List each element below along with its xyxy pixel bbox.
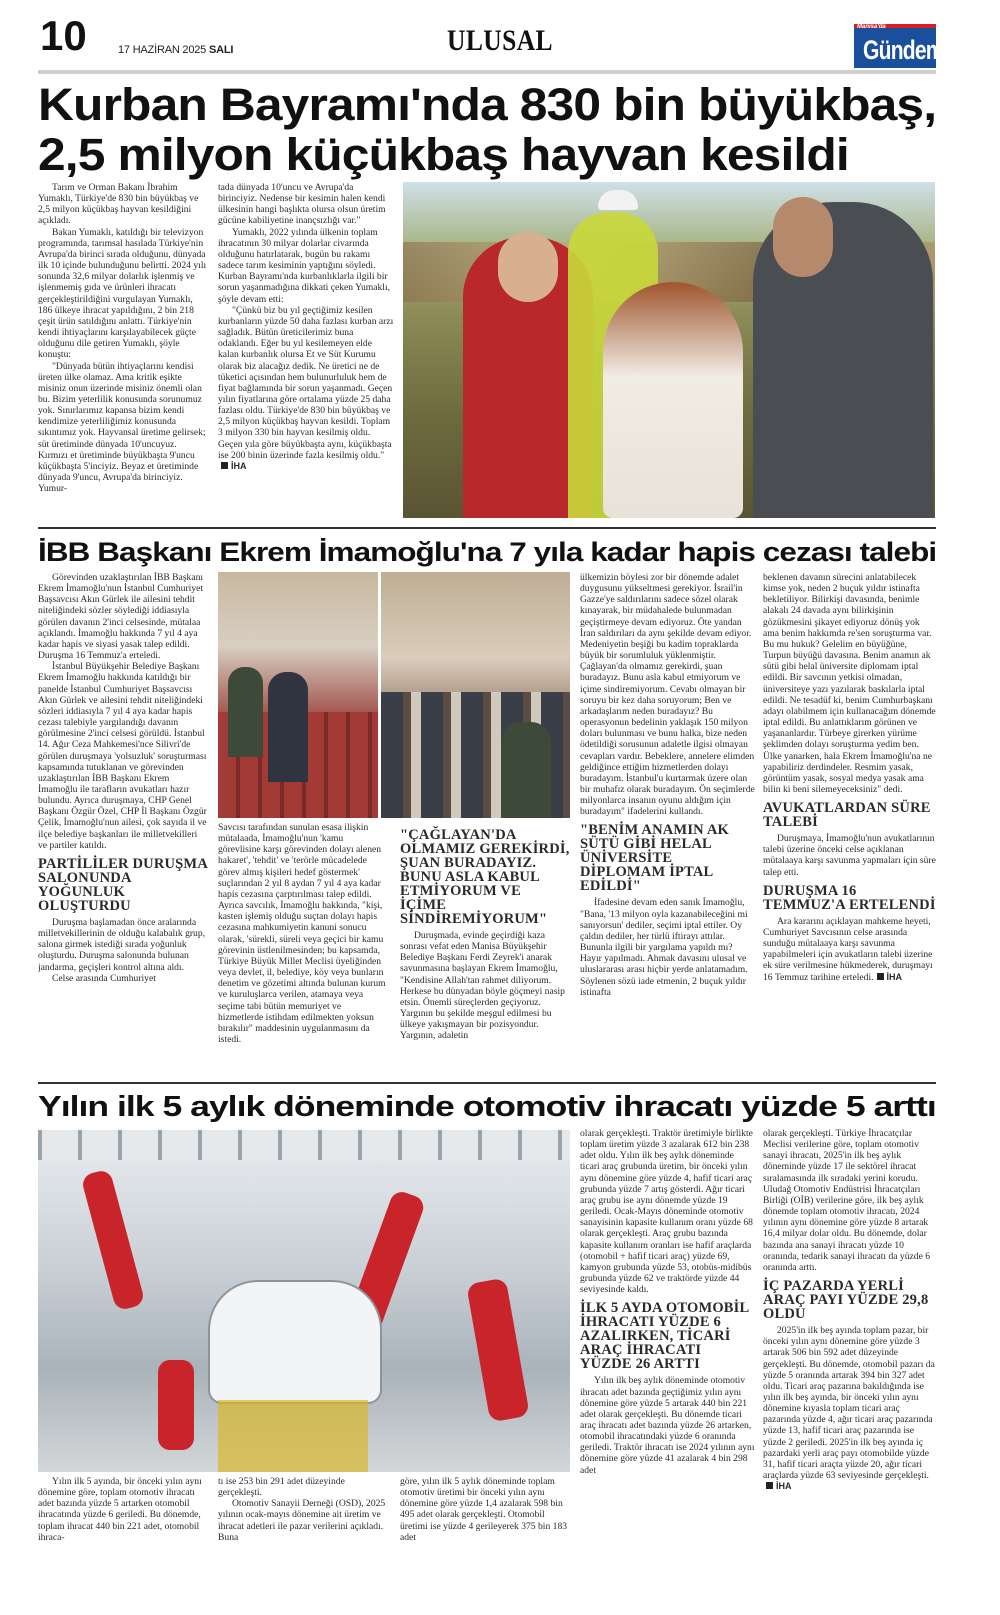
paragraph-text: Yılın ilk beş aylık döneminde otomotiv ihracatı adet bazında geçtiğimiz yılın aynı dönemine göre yüzde 5 artarak 440 bin 221 adet olarak gerçekleşti. Bu dönemde ticari araç ihracatı adet bazında yüzde 26 artarken, otomobil ihracatındaki yüzde 6 oranında geriledi. Traktör ihracatı ise 2024 yılının aynı dönemine göre yüzde 41 azalarak 4 bin 298 adet	[580, 1375, 755, 1476]
paragraph-text: Yumaklı, 2022 yılında ülkenin toplam ihracatının 30 milyar dolarlar civarında olduğunu hatırlatarak, bugün bu rakamı sadece tarım kesiminin yaptığını söyledi. Kurban Bayramı'nda kurbanlıklarla ilgili bir sorun yaşanmadığına dikkati çeken Yumaklı, şöyle devam etti:	[218, 226, 391, 305]
paragraph-text: Savcısı tarafından sunulan esasa ilişkin mütalaada, İmamoğlu'nun 'kamu görevlisine karşı görevinden dolayı alenen hakaret', 'tehdit' ve 'terörle mücadelede görev almış kişileri hedef göstermek' suçlarından 2 yıl 8 aydan 7 yıl 4 aya kadar hapis cezasına çarptırılması talep edildi. Ayrıca savcılık, İmamoğlu hakkında, "kişi, kasten işlemiş olduğu suçtan dolayı hapis cezasına mahkumiyetin kanuni sonucu olarak, 'sürekli, süreli veya geçici bir kamu görevinin üstlenilmesinden; bu kapsamda, Türkiye Büyük Millet Meclisi üyeliğinden veya devlet, il, belediye, köy veya bunların denetim ve gözetimi altında bulunan kurum ve kuruluşlarca verilen, atamaya veya seçime tabi bütün memuriyet ve hizmetlerde istihdam edilmekten yoksun bırakılır" maddesinin uygulanmasını da istedi.	[218, 822, 386, 1045]
article-1-column-2	[218, 182, 394, 522]
page-number: 10	[40, 12, 87, 59]
article-divider	[38, 527, 936, 529]
article-1-column-1	[38, 182, 208, 522]
paragraph	[218, 1498, 388, 1543]
paragraph	[218, 227, 394, 305]
logo-big-text: Gündem	[863, 35, 944, 65]
subheading: "ÇAĞLAYAN'DA OLMAMIZ GEREKİRDİ, ŞUAN BURADAYIZ. BUNU ASLA KABUL ETMİYORUM VE İÇİME SİNDİREMİYORUM"	[400, 827, 570, 927]
article-2-column-3	[400, 822, 570, 1077]
paragraph-text: İstanbul Büyükşehir Belediye Başkanı Ekrem İmamoğlu hakkında katıldığı bir panelde İstanbul Cumhuriyet Başsavcısı Akın Gürlek ve ailesini tehdit niteliğindeki sözleri iddiasıyla 7 yıl 4 aya kadar hapis cezası talebiyle yargılandığı davanın görülmesine 2'inci celsesi görüldü. İstanbul 14. Ağır Ceza Mahkemesi'nce Silivri'de görülen duruşmaya 'yolsuzluk' soruşturması kapsamında tutuklanan ve görevinden uzaklaştırılan İBB Başkanı Ekrem İmamoğlu ile tarafların avukatları hazır bulundu. Ayrıca duruşmaya, CHP Genel Başkanı Özgür Özel, CHP İl Başkanı Özgür Çelik, İmamoğlu'nun ailesi, çok sayıda il ve ilçe belediye başkanları ile milletvekilleri ve partiler katıldı.	[38, 661, 207, 851]
article-2-column-4	[580, 572, 756, 1077]
article-3-column-1	[38, 1476, 208, 1554]
article-1-headline	[38, 80, 936, 180]
newspaper-logo	[854, 24, 944, 68]
paragraph	[763, 1128, 936, 1273]
courtroom-photo-imamoglu-seated	[218, 572, 378, 818]
automotive-factory-robots-photo	[38, 1130, 570, 1472]
paragraph	[38, 361, 208, 495]
paragraph	[218, 305, 394, 472]
courtroom-photo-crowd	[381, 572, 570, 818]
paragraph	[763, 916, 936, 983]
subheading: İLK 5 AYDA OTOMOBİL İHRACATI YÜZDE 6 AZALIRKEN, TİCARİ ARAÇ İHRACATI YÜZDE 26 ARTTI	[580, 1300, 749, 1373]
paragraph	[400, 930, 570, 1042]
article-divider	[38, 1082, 936, 1084]
paragraph-text: İfadesine devam eden sanık İmamoğlu, "Bana, '13 milyon oyla kazanabileceğini mi sanıyorsun' dediler, seçimi iptal ettiler. Oy çaldın dediler, her türlü iftirayı attılar. Bununla ilgili bir yargılama yapıldı mı? Hayır yapılmadı. Ahmak davasını ulusal ve uluslararası arası hiçbir yerde anlatamadım. Söylenen sözü iade etmenin, 2 buçuk yıldır istinafta	[580, 897, 748, 998]
paragraph	[218, 822, 386, 1045]
article-2-headline: İBB Başkanı Ekrem İmamoğlu'na 7 yıla kadar hapis cezası talebi	[38, 537, 937, 567]
article-3-column-3	[400, 1476, 570, 1554]
day-text: SALI	[208, 44, 234, 56]
paragraph-text: olarak gerçekleşti. Traktör üretimiyle birlikte toplam üretim yüzde 3 azalarak 612 bin 238 adet oldu. Yılın ilk beş aylık döneminde ticari araç grubunda üretim, bir önceki yılın aynı dönemine göre yüzde 4, hafif ticari araç grubunda yüzde 7 artış gösterdi. Ağır ticari araç grubu ise aynı dönemde yüzde 19 geriledi. Ocak-Mayıs döneminde otomotiv sanayisinin kapasite kullanım oranı yüzde 68 olarak gerçekleşti. Araç grubu bazında kapasite kullanım oranları ise hafif araçlarda (otomobil + hafif ticari araç) yüzde 69, kamyon grubunda yüzde 53, otobüs-midibüs grubunda yüzde 62 ve traktörde yüzde 44 seviyesinde kaldı.	[580, 1128, 753, 1296]
section-title: ULUSAL	[446, 24, 553, 57]
paragraph-text: Duruşmaya, İmamoğlu'nun avukatlarının talebi üzerine önceki celse açıklanan mütalaaya karşı savunma yapmaları için süre talep etti.	[763, 833, 936, 878]
news-agency-credit: İHA	[874, 972, 903, 982]
subheading: AVUKATLARDAN SÜRE TALEBİ	[763, 800, 931, 831]
paragraph	[580, 572, 756, 817]
article-2-column-1	[38, 572, 208, 1077]
paragraph	[763, 1325, 936, 1492]
article-2-column-2	[218, 822, 386, 1077]
paragraph	[763, 572, 936, 795]
header-rule	[38, 70, 936, 74]
news-agency-credit: İHA	[763, 1481, 792, 1491]
paragraph-text: beklenen davanın sürecini anlatabilecek kimse yok, neden 2 buçuk yıldır istinafta bekletiliyor. Bilirkişi davasında, benimle alakalı 24 davada aynı bilirkişinin gözükmesini şikayet ediyoruz dönüş yok ama benim hakkımda re'sen soruşturma var. Bu mu hukuk? Gelelim en büyüğüne, Turpun büyüğü davasına. Benim anamın ak sütü gibi helal üniversite diplomam iptal edildi. Bir savcının yetkisi olmadan, üniversiteye yazı yazılarak baskılarla iptal edildi. Ne tesadüf ki, benim Cumhurbaşkanı adayı olabilmem için kullanacağım dönemde iptal edildi. Bu anlattıklarım görünen ve yaşananlardır. Türbeye girerken yürüme şeklimden dolayı soruşturma yedim ben. Ülke yanarken, hala Ekrem İmamoğlu'na ne yapabiliriz derdindeler. Resmim yasak, görüntüm yasak, sosyal medya yasak ama bilin ki beni silemeyeceksiniz" dedi.	[763, 572, 936, 795]
headline-line-2: 2,5 milyon küçükbaş hayvan kesildi	[38, 129, 849, 180]
article-3-headline: Yılın ilk 5 aylık döneminde otomotiv ihracatı yüzde 5 arttı	[38, 1091, 936, 1123]
logo-small-text: Manisa'da	[857, 24, 886, 30]
paragraph	[38, 917, 208, 973]
paragraph	[218, 1476, 388, 1498]
paragraph-text: Ara kararını açıklayan mahkeme heyeti, Cumhuriyet Savcısının celse arasında sunduğu mütalaaya karşı savunma yapabilmeleri için avukatların talebi üzerine ek süre verilmesine hükmederek, duruşmayı 16 Temmuz tarihine erteledi.	[763, 915, 933, 983]
paragraph	[38, 227, 208, 361]
article-3-column-5	[763, 1128, 936, 1554]
subheading: İÇ PAZARDA YERLİ ARAÇ PAYI YÜZDE 29,8 OLDU	[763, 1278, 929, 1323]
paragraph-text: "Dünyada bütün ihtiyaçlarını kendisi üreten ülke olamaz. Ama kritik eşikte misiniz onun üzerinde misiniz önemli olan bu. Bizim yeterlilik konusunda sorunumuz yok. Sınırlarımız kapansa bizim kendi kendimize yeterliliğimiz konusunda sıkıntımız yok. Hayvansal üretime gelirsek; süt üretiminde dünyada 10'uncuyuz. Kırmızı et üretiminde büyükbaşta 9'uncu küçükbaşta 5'inciyiz. Beyaz et üretiminde dünyada 9'uncu, Avrupa'da birinciyiz. Yumur-	[38, 360, 206, 495]
paragraph	[38, 1476, 208, 1543]
paragraph	[38, 182, 208, 227]
paragraph-text: ülkemizin böylesi zor bir dönemde adalet duygusunu yükseltmesi gerekiyor. İsrail'in Gazze'ye saldırılarını sadece sözel olarak kınayarak, bir müdahalede bulunmadan geçiştirmeye devam ediyoruz. Öte yandan İran saldırıları da aynı şekilde devam ediyor. Medeniyetin beşiği bu kadim topraklarda büyük bir sorumluluk yüklenmiştir. Çağlayan'da olmamız gerekirdi, şuan buradayız. Bunu asla kabul etmiyorum ve içime sindiremiyorum. Cevabı olmayan bir soruyu bir kez daha soruyorum; Ben ve arkadaşlarım neden buradayız? Bu operasyonun bedelinin yaklaşık 150 milyon doları bulunması ve bunu halka, bize neden ödetildiği sorusunun adaletle ilgisi olmayan cevapları vardır. Bebeklere, annelere elimden geldiğince ettiğim hizmetlerden dolayı buradayım. İstanbul'u kurtarmak üzere olan bir muhafız olarak buradayım. Ön seçimlerde milyonlarca insanın oyunu aldığım için buradayım" ifadelerini kullandı.	[580, 572, 755, 818]
paragraph	[400, 1476, 570, 1543]
subheading: PARTİLİLER DURUŞMA SALONUNDA YOĞUNLUK OLUŞTURDU	[38, 855, 208, 914]
paragraph	[38, 572, 208, 661]
paragraph	[38, 661, 208, 851]
paragraph-text: Otomotiv Sanayii Derneği (OSD), 2025 yılının ocak-mayıs dönemine ait üretim ve ihracat adetleri ile pazar verilerini açıkladı. Buna	[218, 1498, 386, 1543]
news-agency-credit: İHA	[218, 461, 247, 471]
paragraph	[580, 897, 756, 997]
paragraph	[763, 833, 936, 878]
minister-with-cattle-photo	[403, 182, 935, 518]
paragraph	[580, 1128, 756, 1295]
headline-line-1: Kurban Bayramı'nda 830 bin büyükbaş,	[38, 79, 937, 130]
article-3-column-4	[580, 1128, 756, 1554]
subheading: "BENİM ANAMIN AK SÜTÜ GİBİ HELAL ÜNİVERSİTE DİPLOMAM İPTAL EDİLDİ"	[580, 822, 730, 895]
paragraph-text: 2025'in ilk beş ayında toplam pazar, bir önceki yılın aynı dönemine göre yüzde 3 artarak 506 bin 592 adet düzeyinde gerçekleşti. Bu dönemde, otomobil pazarı da yüzde 5 oranında artarak 394 bin 327 adet oldu. Ticari araç pazarına bakıldığında ise yılın ilk beş ayında, bir önceki yılın aynı dönemine kıyasla toplam ticari araç pazarında yüzde 4, ağır ticari araç pazarında yüzde 13, hafif ticari araç pazarında ise yüzde 2 geriledi. 2025'in ilk beş ayında iç pazardaki yerli araç payı otomobilde yüzde 31, hafif ticari araçta yüzde 20, ağır ticari araçlarda yüzde 63 seviyesinde gerçekleşti.	[763, 1325, 935, 1482]
paragraph-text: Bakan Yumaklı, katıldığı bir televizyon programında, tarımsal hasılada Türkiye'nin Avrupa'da birinci sırada olduğunu, dünyada ilk 10 içinde bulunduğunu belirtti. 2024 yılı sonunda 32,6 milyar dolarlık işlenmiş ve işlenmemiş gıda ve ürünleri ihracatı gerçekleştirildiğini vurgulayan Yumaklı, 186 ülkeye ihracat yapıldığını, 2 bin 218 çeşit ürün satıldığını anlattı. Türkiye'nin kendi ihtiyaçlarını karşılayabilecek güçte olduğunu dile getiren Yumaklı, şöyle konuştu:	[38, 226, 207, 361]
date-text: 17 HAZİRAN 2025	[118, 44, 207, 56]
paragraph-text: Tarım ve Orman Bakanı İbrahim Yumaklı, Türkiye'de 830 bin büyükbaş ve 2,5 milyon küçükbaş hayvan kesildiğini açıkladı.	[38, 182, 199, 227]
paragraph-text: tı ise 253 bin 291 adet düzeyinde gerçekleşti.	[218, 1476, 345, 1499]
subheading: DURUŞMA 16 TEMMUZ'A ERTELENDİ	[763, 882, 936, 913]
paragraph	[580, 1375, 756, 1475]
article-3-column-2	[218, 1476, 388, 1554]
paragraph-text: Celse arasında Cumhuriyet	[52, 972, 156, 984]
paragraph-text: tada dünyada 10'uncu ve Avrupa'da birinciyiz. Nedense bir kesimin halen kendi ülkesinin hangi başlıkta olursa olsun üretim gücüne kabiliyetine inançsızlığı var."	[218, 182, 386, 227]
paragraph-text: "Çünkü biz bu yıl geçtiğimiz kesilen kurbanların yüzde 50 daha fazlası kurban arzı sağladık. Bütün üreticilerimiz buna odaklandı. Eğer bu yıl kesilemeyen elde kalan kurbanlık olursa Et ve Süt Kurumu olarak biz alacağız dedik. Ne üretici ne de tüketici açısından hem bulunurluluk hem de fiyat bağlamında bir sorun yaşanmadı. Geçen yılın fiyatlarına göre ortalama yüzde 25 daha fazlası oldu. Türkiye'de 830 bin büyükbaş ve 2,5 milyon küçükbaş hayvan kesildi. Toplam 3 milyon 330 bin hayvan kesilmiş oldu. Geçen yıla göre büyükbaşta aynı, küçükbaşta ise 200 binin üzerinde fazla kesilmiş oldu."	[218, 304, 394, 461]
paragraph-text: Görevinden uzaklaştırılan İBB Başkanı Ekrem İmamoğlu'nun İstanbul Cumhuriyet Başsavcısı Akın Gürlek ile ailesini tehdit niteliğindeki sözler söylediği iddiasıyla görülen davanın 2'inci celsesinde, mütalaa açıklandı. İmamoğlu hakkında 7 yıl 4 aya kadar hapis ve siyasi yasak talep edildi. Duruşma 16 Temmuz'a erteledi.	[38, 572, 204, 662]
paragraph-text: Duruşma başlamadan önce aralarında milletvekillerinin de olduğu kalabalık grup, salona girmek istediği sırada yoğunluk oluşturdu. Duruşma salonunda bulunan jandarma, geçişleri kontrol altına aldı.	[38, 916, 206, 973]
paragraph-text: olarak gerçekleşti. Türkiye İhracatçılar Meclisi verilerine göre, toplam otomotiv sanayi ihracatı, 2025'in ilk beş aylık döneminde yüzde 17 ile sektörel ihracat sıralamasında ilk sıradaki yerini korudu. Uludağ Otomotiv Endüstrisi İhracatçıları Birliği (OİB) verilerine göre, ilk beş aylık dönemde toplam otomotiv ihracatı, 2024 yılının aynı dönemine göre yüzde 8 artarak 16,4 milyar dolar oldu. Bu dönemde, dolar bazında ana sanayi ihracatı yüzde 10 oranında, tedarik sanayi ihracatı da yüzde 6 oranında arttı.	[763, 1128, 931, 1273]
paragraph-text: Yılın ilk 5 ayında, bir önceki yılın aynı dönemine göre, toplam otomotiv ihracatı adet bazında yüzde 5 artarken otomobil ihracatında yüzde 6 geriledi. Bu dönemde, toplam ihracat 440 bin 221 adet, otomobil ihraca-	[38, 1476, 202, 1543]
paragraph-text: göre, yılın ilk 5 aylık döneminde toplam otomotiv üretimi bir önceki yılın aynı dönemine göre yüzde 1,4 azalarak 598 bin 495 adet olarak gerçekleşti. Otomobil üretimi ise yüzde 4 gerileyerek 375 bin 183 adet	[400, 1476, 568, 1543]
paragraph	[38, 973, 208, 984]
paragraph-text: Duruşmada, evinde geçirdiği kaza sonrası vefat eden Manisa Büyükşehir Belediye Başkanı Ferdi Zeyrek'i anarak savunmasına başlayan Ekrem İmamoğlu, "Kendisine Allah'tan rahmet diliyorum. Herkese bu dünyadan böyle göçmeyi nasip etsin. Önemli süreçlerden geçiyoruz. Yargının bu şekilde meşgul edilmesi bu ülkeye yakışmayan bir pozisyondur. Yargının, adaletin	[400, 930, 565, 1042]
article-2-column-5	[763, 572, 936, 1077]
paragraph	[218, 182, 394, 227]
